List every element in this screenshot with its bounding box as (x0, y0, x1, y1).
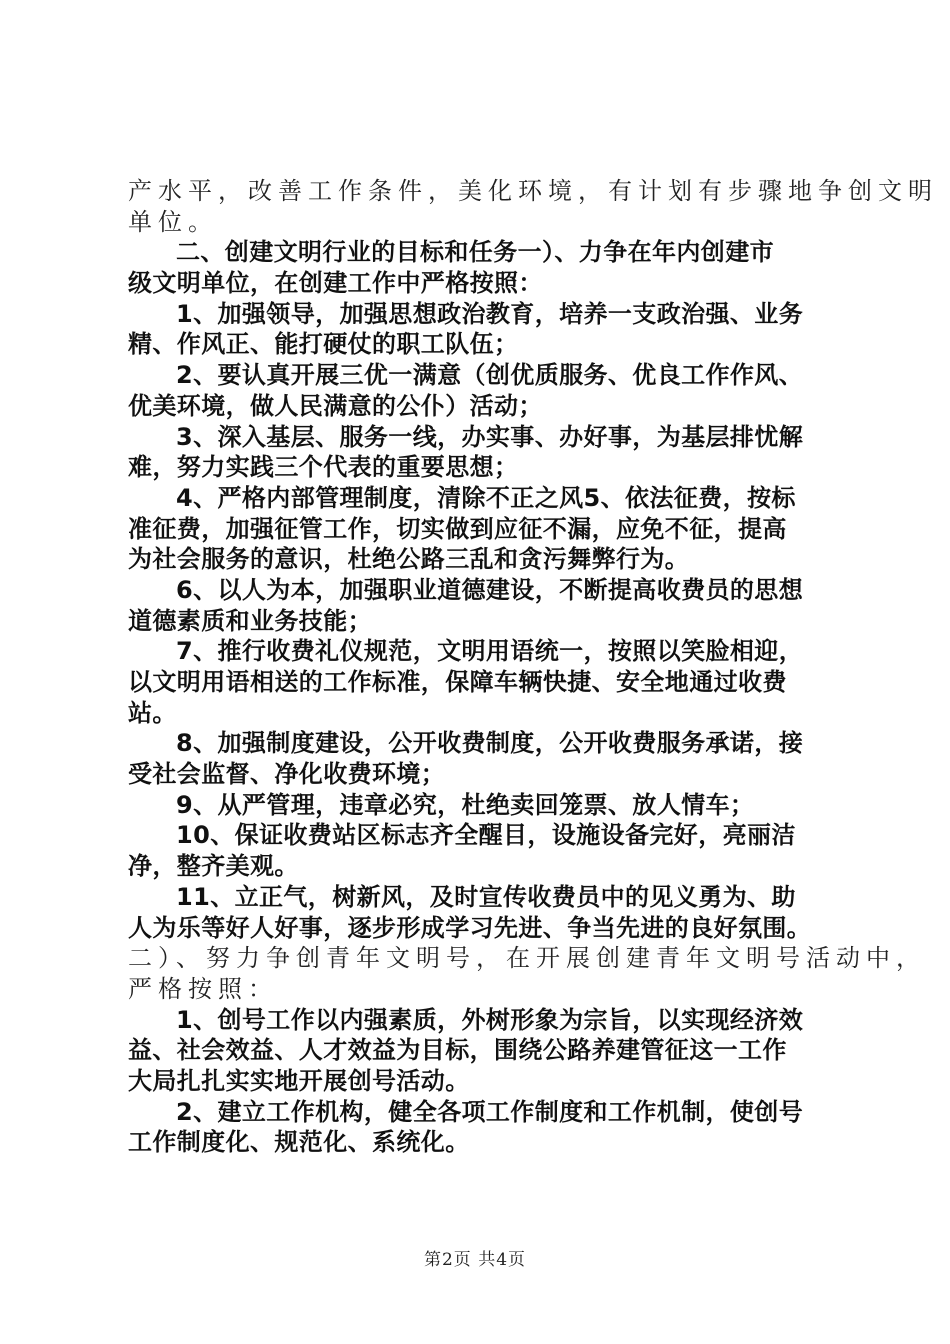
section-heading: 二）、努力争创青年文明号，在开展创建青年文明号活动中， (128, 944, 926, 973)
text-line: 严格按照： (128, 974, 278, 1003)
text-line: 难，努力实践三个代表的重要思想； (128, 453, 519, 482)
page-number: 第2页 共4页 (423, 1250, 527, 1270)
text-line: 受社会监督、净化收费环境； (128, 760, 446, 789)
text-line: 以文明用语相送的工作标准，保障车辆快捷、安全地通过收费 (128, 668, 787, 696)
text-line: 产水平，改善工作条件，美化环境，有计划有步骤地争创文明 (128, 177, 938, 205)
document-body (128, 176, 938, 1158)
text-line: 准征费，加强征管工作，切实做到应征不漏，应免不征，提高 (128, 514, 787, 543)
text-line: 益、社会效益、人才效益为目标，围绕公路养建管征这一工作 (128, 1036, 787, 1065)
list-item: 2、建立工作机构，健全各项工作制度和工作机制，使创号 (176, 1097, 804, 1126)
list-item: 10、保证收费站区标志齐全醒目，设施设备完好，亮丽洁 (176, 821, 796, 850)
text-line: 站。 (128, 698, 177, 727)
list-item: 3、深入基层、服务一线，办实事、办好事，为基层排忧解 (176, 422, 804, 451)
section-heading: 二、创建文明行业的目标和任务一）、力争在年内创建市 (176, 238, 774, 267)
list-item: 2、要认真开展三优一满意（创优质服务、优良工作作风、 (176, 361, 804, 390)
text-line: 人为乐等好人好事，逐步形成学习先进、争当先进的良好氛围。 (128, 913, 812, 942)
text-line: 单位。 (128, 207, 218, 236)
text-line: 优美环境，做人民满意的公仆）活动； (128, 391, 543, 420)
text-line: 道德素质和业务技能； (128, 606, 372, 635)
list-item: 4、严格内部管理制度，清除不正之风5、依法征费，按标 (176, 483, 796, 512)
list-item: 7、推行收费礼仪规范，文明用语统一，按照以笑脸相迎， (176, 637, 804, 666)
text-line: 级文明单位，在创建工作中严格按照： (128, 269, 543, 298)
list-item: 6、以人为本，加强职业道德建设，不断提高收费员的思想 (176, 575, 804, 604)
list-item: 8、加强制度建设，公开收费制度，公开收费服务承诺，接 (176, 729, 804, 758)
text-line: 为社会服务的意识，杜绝公路三乱和贪污舞弊行为。 (128, 545, 690, 574)
list-item: 9、从严管理，违章必究，杜绝卖回笼票、放人情车； (176, 790, 755, 819)
list-item: 1、加强领导，加强思想政治教育，培养一支政治强、业务 (176, 299, 804, 328)
list-item: 1、创号工作以内强素质，外树形象为宗旨，以实现经济效 (176, 1005, 804, 1034)
list-item: 11、立正气，树新风，及时宣传收费员中的见义勇为、助 (176, 882, 796, 911)
text-line: 工作制度化、规范化、系统化。 (128, 1128, 470, 1157)
text-line: 大局扎扎实实地开展创号活动。 (128, 1066, 470, 1095)
text-line: 精、作风正、能打硬仗的职工队伍； (128, 330, 519, 359)
text-line: 净，整齐美观。 (128, 852, 299, 881)
